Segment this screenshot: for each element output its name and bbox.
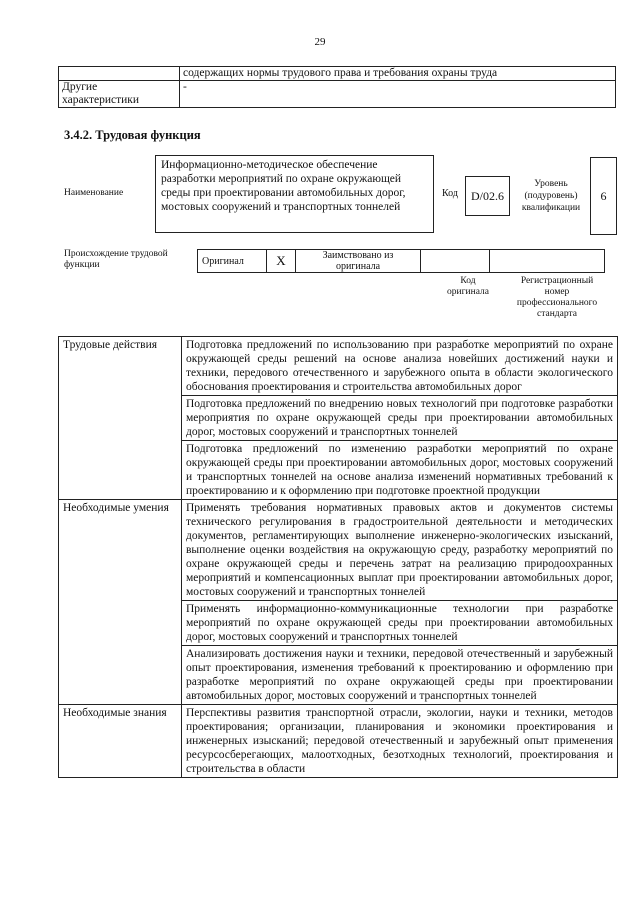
top-table: [58, 66, 616, 108]
skills-label: Необходимые умения: [59, 500, 182, 705]
table-row: [59, 500, 618, 601]
original-mark: X: [267, 250, 296, 273]
reg-number-label: Регистрационный номер профессионального стандарта: [516, 276, 598, 319]
table-row: [59, 67, 616, 81]
main-table: [58, 336, 618, 778]
knowledge-label: Необходимые знания: [59, 705, 182, 778]
reg-number-cell: [490, 250, 605, 273]
page-number: 29: [314, 36, 326, 48]
labor-action-item: Подготовка предложений по использованию при разработке мероприятий по охране окружающей среды решений на основе анализа новейших достижений науки и техники, передового отечественного и зарубежного опыта в области экологического обоснования проектирования и строительства автомобильных дорог: [182, 337, 618, 396]
borrowed-label: Заимствовано из оригинала: [296, 250, 421, 273]
origin-table: [197, 249, 605, 273]
knowledge-item: Перспективы развития транспортной отрасли, экологии, науки и техники, методов проектирования; организации, планирования и экономики проектирования и инженерных изысканий; передовой отечественный и зарубежный опыт применения ресурсосберегающих, малоотходных, безотходных технологий, проектирования и строительства в области: [182, 705, 618, 778]
skill-item: Анализировать достижения науки и техники, передовой отечественный и зарубежный опыт проектирования, изменения требований к проектированию и оформлению при разработке мероприятий по охране окружающей среды при проектировании автомобильных дорог, мостовых сооружений и транспортных тоннелей: [182, 646, 618, 705]
skill-item: Применять требования нормативных правовых актов и документов системы технического регулирования в градостроительной деятельности и методических документов, регламентирующих выполнение инженерно-экологических изысканий, выполнение оценки воздействия на окружающую среду, разработку мероприятий по охране окружающей среды и перечень затрат на реализацию природоохранных мероприятий и компенсационных выплат при проектировании автомобильных дорог, мостовых сооружений и транспортных тоннелей: [182, 500, 618, 601]
table-row: [198, 250, 605, 273]
table-row: [59, 705, 618, 778]
original-label: Оригинал: [198, 250, 267, 273]
other-characteristics-label: Другие характеристики: [59, 81, 180, 108]
other-characteristics-value: -: [180, 81, 616, 108]
level-label: Уровень (подуровень) квалификации: [521, 179, 581, 213]
table-cell: [59, 67, 180, 81]
labor-action-item: Подготовка предложений по изменению разработки мероприятий по охране окружающей среды при проектировании автомобильных дорог, мостовых сооружений и транспортных тоннелей на основе анализа изменений нормативных требований к проектированию и к оформлению при подготовке проектной продукции: [182, 441, 618, 500]
name-label: Наименование: [64, 188, 124, 198]
origin-label: Происхождение трудовой функции: [64, 249, 168, 270]
section-heading: 3.4.2. Трудовая функция: [64, 128, 201, 142]
code-original-cell: [421, 250, 490, 273]
function-name-box: Информационно-методическое обеспечение разработки мероприятий по охране окружающей среды при проектировании автомобильных дорог, мостовых сооружений и транспортных тоннелей: [155, 155, 434, 233]
code-original-label: Код оригинала: [447, 276, 489, 297]
labor-actions-label: Трудовые действия: [59, 337, 182, 500]
labor-action-item: Подготовка предложений по внедрению новых технологий при подготовке разработки мероприятия по охране окружающей среды при проектировании автомобильных дорог, мостовых сооружений и транспортных тоннелей: [182, 396, 618, 441]
table-row: [59, 337, 618, 396]
table-cell: содержащих нормы трудового права и требования охраны труда: [180, 67, 616, 81]
code-value: D/02.6: [465, 176, 510, 216]
code-label: Код: [442, 188, 458, 199]
skill-item: Применять информационно-коммуникационные технологии при разработке мероприятий по охране окружающей среды при проектировании автомобильных дорог, мостовых сооружений и транспортных тоннелей: [182, 601, 618, 646]
level-value: 6: [590, 157, 617, 235]
table-row: [59, 81, 616, 108]
